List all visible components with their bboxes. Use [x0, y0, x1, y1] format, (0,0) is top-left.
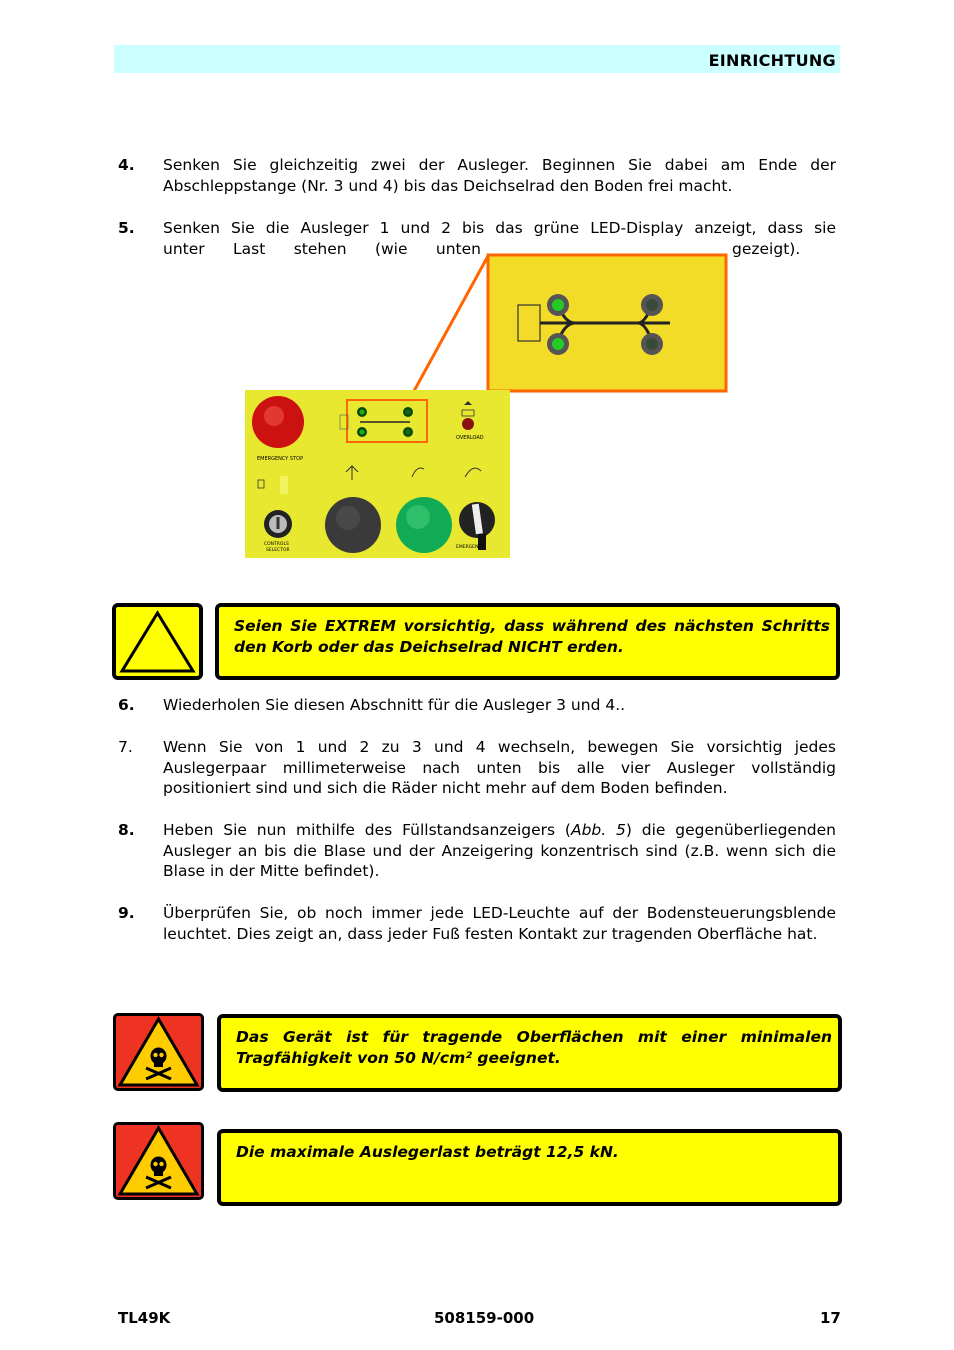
step-number: 7. [118, 738, 133, 756]
step-number: 8. [118, 821, 135, 839]
step-text: Wenn Sie von 1 und 2 zu 3 und 4 wechseln, bewegen Sie vorsichtig jedes Auslegerpaar millimeterweise nach unten bis alle vier Ausleger vollständig positioniert sind und sich die Räder nicht mehr auf dem Boden befinden. [163, 738, 836, 797]
control-panel-photo [245, 390, 510, 558]
step-6 [118, 695, 836, 716]
danger-icon-box-1 [113, 1013, 204, 1091]
step-7 [118, 737, 836, 799]
footer-page-number: 17 [820, 1309, 841, 1327]
step-text: Senken Sie gleichzeitig zwei der Ausleger. Beginnen Sie dabei am Ende der Abschleppstange (Nr. 3 und 4) bis das Deichselrad den Boden frei macht. [163, 156, 836, 195]
step-4 [118, 155, 836, 196]
controls-selector-label-1: CONTROLS [264, 542, 289, 547]
controls-selector-label-2: SELECTOR [266, 548, 290, 553]
step-number: 4. [118, 156, 135, 174]
step-text-line-2b: gezeigt). [732, 239, 801, 258]
step-text: Wiederholen Sie diesen Abschnitt für die Ausleger 3 und 4.. [163, 696, 626, 714]
figure-reference: Abb. 5 [570, 821, 626, 839]
emergency-label: EMERGENCY [456, 545, 485, 550]
skull-crossbones-icon [116, 1016, 201, 1088]
caution-note [215, 603, 840, 680]
step-text [163, 820, 836, 882]
step-8 [118, 820, 836, 882]
caution-icon-box [112, 603, 203, 680]
callout-line [408, 256, 488, 402]
step-text-line-1: Senken Sie die Ausleger 1 und 2 bis das grüne LED-Display anzeigt, dass sie [163, 219, 836, 237]
danger-text-1: Das Gerät ist für tragende Oberflächen mit einer minimalen Tragfähigkeit von 50 N/cm² geeignet. [236, 1028, 832, 1067]
step-text-line-2a: unter Last stehen (wie unten [163, 239, 481, 258]
step-text: Überprüfen Sie, ob noch immer jede LED-Leuchte auf der Bodensteuerungsblende leuchtet. Dies zeigt an, dass jeder Fuß festen Kontakt zur tragenden Oberfläche hat. [163, 904, 836, 943]
header-bar [114, 45, 840, 73]
caution-text: Seien Sie EXTREM vorsichtig, dass während des nächsten Schritts den Korb oder das Deichselrad NICHT erden. [234, 617, 830, 656]
led-zoom-inset [488, 255, 726, 391]
step-number: 9. [118, 904, 135, 922]
danger-text-2: Die maximale Auslegerlast beträgt 12,5 kN. [236, 1143, 619, 1161]
step-number: 5. [118, 219, 135, 237]
footer-model: TL49K [118, 1309, 171, 1327]
step-9 [118, 903, 836, 944]
footer-document-number: 508159-000 [434, 1309, 535, 1327]
danger-note-2 [217, 1129, 842, 1206]
step-text-part: Heben Sie nun mithilfe des Füllstandsanzeigers ( [163, 821, 571, 839]
danger-note-1 [217, 1014, 842, 1092]
control-panel-figure [240, 252, 740, 562]
warning-triangle-icon [116, 607, 199, 676]
step-text-part: ) die gegenüberliegenden Ausleger an bis die Blase und der Anzeigering konzentrisch sind (z.B. wenn sich die Blase in der Mitte befindet). [163, 821, 836, 880]
danger-icon-box-2 [113, 1122, 204, 1200]
overload-label: OVERLOAD [456, 435, 484, 441]
overload-led [462, 418, 474, 430]
emergency-stop-label: EMERGENCY STOP [257, 456, 304, 462]
section-title: EINRICHTUNG [708, 51, 836, 70]
step-number: 6. [118, 696, 135, 714]
skull-crossbones-icon [116, 1125, 201, 1197]
